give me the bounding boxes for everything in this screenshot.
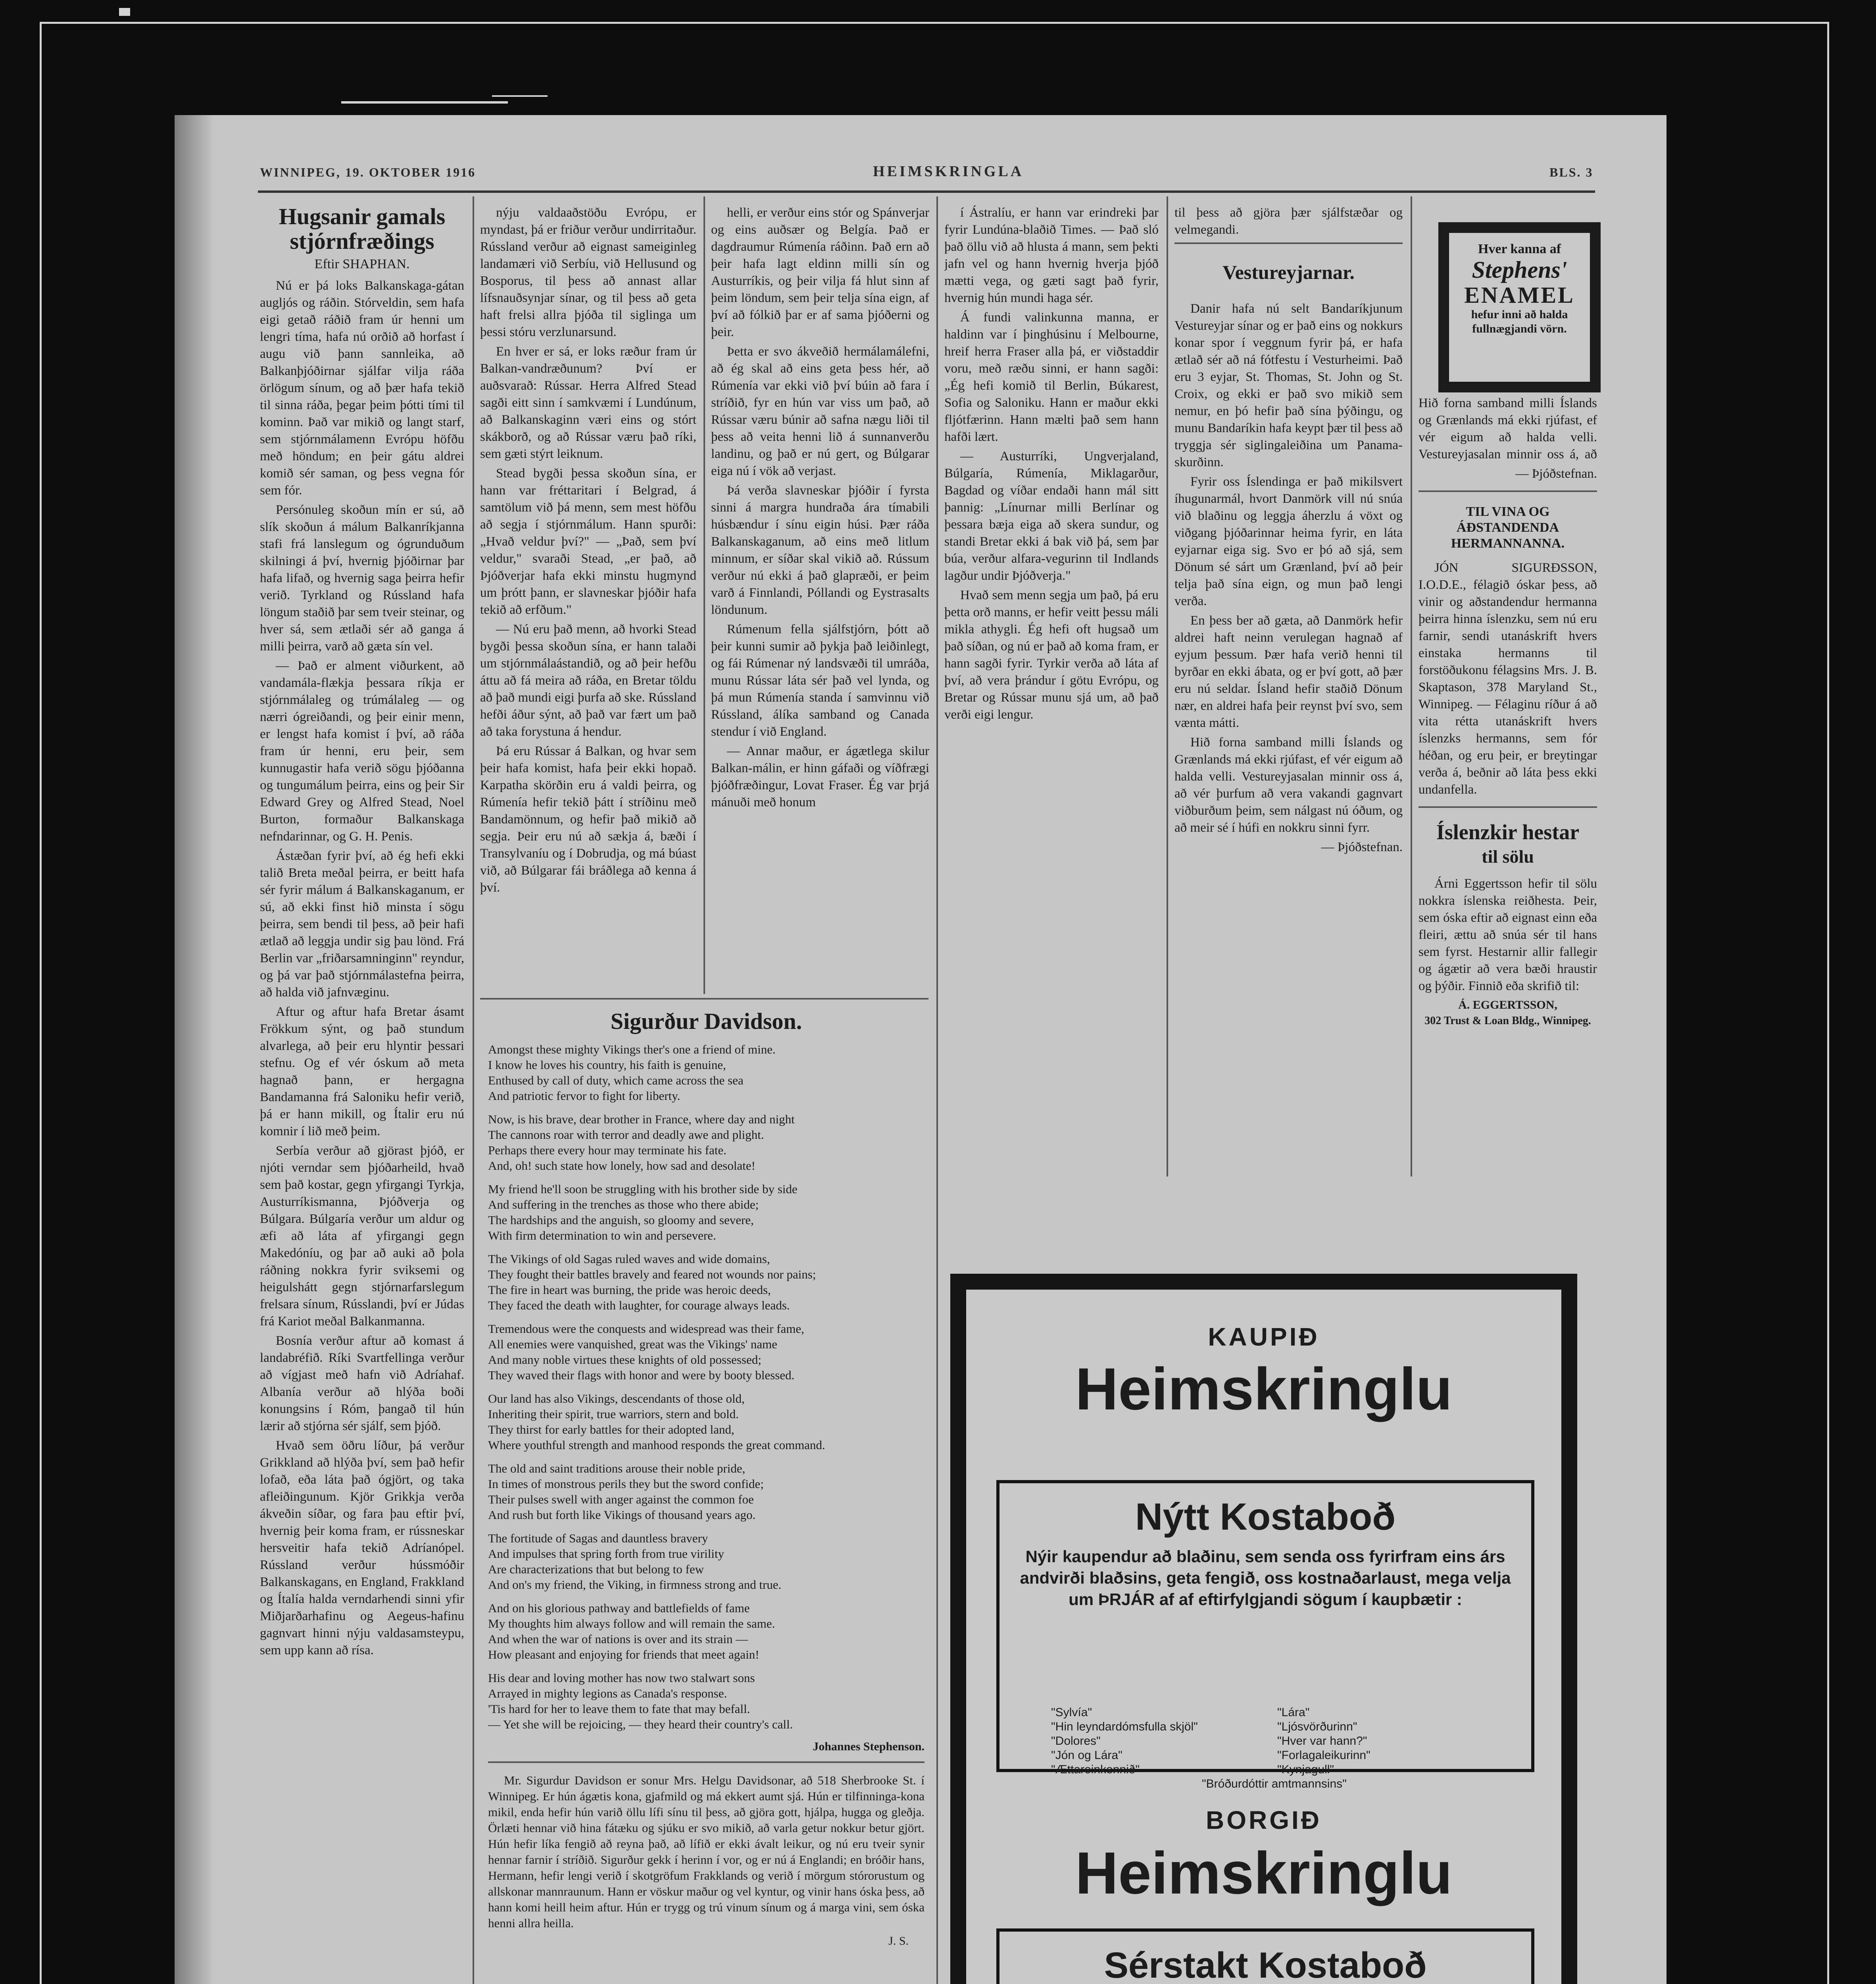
book-title: "Sylvía"	[1051, 1706, 1092, 1719]
book-title: "Forlagaleikurinn"	[1277, 1749, 1370, 1762]
paragraph: Aftur og aftur hafa Bretar ásamt Frökkum sýnt, og það stundum alvarlega, að þeir eru hlyntir þessari stefnu. Og ef vér óskum að meta hagnað þann, er hergagna Bandamanna frá Saloniku hefir verið, þá er hann mikill, og Ítalir eru nú komnir í lið með þeim.	[260, 1005, 464, 1138]
paragraph: Þá eru Rússar á Balkan, og hvar sem þeir hafa komist, hafa þeir ekki hopað. Karpatha skörðin eru á valdi þeirra, og Rúmenía hefir tekið þátt í stríðinu með Bandamönnum, og hefir það mikið að segja. Þeir eru nú að sækja á, bæði í Transylvaníu og í Dobrudja, og má búast við, að Búlgarar fái bráðlega að kenna á því.	[480, 744, 696, 895]
paragraph: — Annar maður, er ágætlega skilur Balkan-málin, er hinn gáfaði og víðfrægi þjóðfræðingur, Lovat Fraser. Ég var þrjá mánuði með honum	[711, 744, 929, 809]
poem-line: And suffering in the trenches as those who there abide;	[488, 1198, 759, 1211]
header-rule	[258, 190, 1595, 193]
newspaper-page	[175, 115, 1666, 1984]
poem-line: And impulses that spring forth from true virility	[488, 1547, 724, 1561]
horses-ad-text: Árni Eggertsson hefir til sölu nokkra íslenska reiðhesta. Þeir, sem óska eftir að eignast einn eða fleiri, ættu að snúa sér til hans sem fyrst. Hestarnir allir fallegir og ágætir að vera bæði hraustir og þýðir. Finnið eða skrifið til:	[1419, 877, 1597, 993]
article-continued-col4	[944, 204, 1159, 1177]
poem-line: — Yet she will be rejoicing, — they heard their country's call.	[488, 1717, 793, 1731]
paragraph: Þá verða slavneskar þjóðir í fyrsta sinni á margra hundraða ára tímabili húsbændur í sínu eigin húsi. Þær ráða Balkanskaganum, að eins með litlum minnum, er síðar skal vikið að. Rússum verður nú ekki á það glapræði, er þeim varð á Finnlandi, Póllandi og Eystrasalts löndunum.	[711, 483, 929, 617]
horses-ad-address: 302 Trust & Loan Bldg., Winnipeg.	[1424, 1015, 1591, 1027]
film-scratch-mark	[492, 95, 548, 97]
paragraph: Hið forna samband milli Íslands og Grænlands má ekki rjúfast, ef vér eigum að halda velli. Vestureyjasalan minnir oss á, að vér þurfum að vera vakandi gagnvart viðburðum þeim, sem nálgast nú óðum, og að meir sé í húfi en nokkru sinni fyrr.	[1174, 735, 1403, 835]
paragraph: Rúmenum fella sjálfstjórn, þótt að þeir kunni sumir að þykja það leiðinlegt, og fái Rúmenar ný landsvæði til umráða, munu Rússar láta sér það vel lynda, og þá mun Rúmenía standa í samvinnu við Rússland, álíka samband og Canada stendur í við England.	[711, 622, 929, 739]
poem-line: My friend he'll soon be struggling with his brother side by side	[488, 1182, 798, 1196]
article-title: Hugsanir gamals	[279, 204, 446, 229]
poem-line: They thirst for early battles for their adopted land,	[488, 1423, 734, 1436]
film-notch	[119, 8, 130, 16]
poem-line: Inheriting their spirit, true warriors, stern and bold.	[488, 1407, 739, 1421]
ad-brand: Stephens'	[1472, 257, 1567, 283]
ad-text: Hver kanna af	[1478, 242, 1561, 256]
ad-text: fullnægjandi vörn.	[1472, 322, 1567, 335]
poem-stanza	[488, 1181, 925, 1243]
poem-line: The fire in heart was burning, the pride was heroic deeds,	[488, 1283, 771, 1297]
article-continued-col3	[711, 204, 929, 994]
poem-line: The cannons roar with terror and deadly awe and plight.	[488, 1128, 764, 1142]
paragraph: nýju valdaaðstöðu Evrópu, er myndast, þá er friður verður undirritaður. Rússland verður að eignast sameiginleg landamæri við Serbíu, við Hellusund og Bosporus, til þess að annast allar lífsnauðsynjar sínar, og til þess að geta haft frelsi allra þjóða til siglinga um þessi stóru verzlunarsund.	[480, 206, 696, 339]
notice-title: HERMANNANNA.	[1451, 536, 1565, 551]
poem-line: Are characterizations that but belong to few	[488, 1562, 704, 1576]
film-scratch-mark	[341, 101, 508, 104]
column-rule	[1411, 196, 1412, 1177]
poem-line: And on his glorious pathway and battlefields of fame	[488, 1601, 750, 1615]
note-initials: J. S.	[888, 1934, 909, 1947]
poem-line: His dear and loving mother has now two stalwart sons	[488, 1671, 755, 1685]
paragraph: Persónuleg skoðun mín er sú, að slík skoðun á málum Balkanríkjanna stafi frá lanslegum og ógrunduðum skilningi á því, hvernig þjóðirnar þar hafa lifað, og hvernig saga þeirra hefir verið. Tyrkland og Rússland hafa löngum staðið þar sem tveir steinar, og hver sá, sem ætlaði sér að ganga á milli þeirra, varð að gæta sín vel.	[260, 503, 464, 654]
poem-line: I know he loves his country, his faith is genuine,	[488, 1058, 726, 1072]
paragraph: til þess að gjöra þær sjálfstæðar og velmegandi.	[1174, 206, 1403, 237]
article-title: Vestureyjarnar.	[1222, 261, 1355, 283]
poem-line: The fortitude of Sagas and dauntless bravery	[488, 1531, 708, 1545]
paragraph: í Ástralíu, er hann var erindreki þar fyrir Lundúna-blaðið Times. — Það sló það öllu við að hlusta á mann, sem þekti jafn vel og hann hvernig hverja þjóð mætti vega, og gæti sagt það fyrir, hvernig hún mundi haga sér.	[944, 206, 1159, 305]
paragraph: Danir hafa nú selt Bandaríkjunum Vestureyjar sínar og er það eins og nokkurs konar spor í veggnum fyrir þá, er hafa ætlað sér að ná fótfestu í Vesturheimi. Það eru 3 eyjar, St. Thomas, St. John og St. Croix, og ekki er það svo mikið sem nemur, en þó hefir það sína þýðingu, og munu Bandaríkin hafa keypt þær til þess að tryggja sér siglingaleiðina um Panama-skurðinn.	[1174, 302, 1403, 469]
poem-stanza	[488, 1670, 925, 1732]
poem-line: How pleasant and enjoying for friends that meet again!	[488, 1648, 759, 1661]
ad-heimskringlu: Heimskringlu	[1075, 1840, 1453, 1906]
horses-ad-subtitle: til sölu	[1482, 846, 1534, 867]
offer-box-new	[996, 1480, 1534, 1790]
article-vestureyjarnar	[1174, 204, 1403, 1177]
paragraph: Hið forna samband milli Íslands og Grænlands má ekki rjúfast, ef vér eigum að halda velli. Vestureyjasalan minnir oss á, að	[1419, 396, 1597, 461]
article-continued-col2	[480, 204, 696, 994]
poem-title: Sigurður Davidson.	[610, 1008, 802, 1034]
section-rule	[480, 998, 928, 1000]
section-rule	[1419, 806, 1597, 808]
paragraph: helli, er verður eins stór og Spánverjar og eins auðsær og Belgía. Það er dagdraumur Rúmenía ráðinn. Það ern að þeir hafa lagt eldinn milli sín og Austurríkis, og þeir vilja fá hlut sinn af þeim löndum, sem þeir telja sína eign, af því að fólkið þar er af sama þjóðerni og þeir.	[711, 206, 929, 339]
offer-title: Sérstakt Kostaboð	[1104, 1945, 1427, 1984]
column-rule	[704, 196, 705, 994]
heimskringla-subscription-ad	[950, 1274, 1577, 1984]
notice-title: TIL VINA OG ÁÐSTANDENDA	[1456, 504, 1559, 535]
offer-title: Nýtt Kostaboð	[1135, 1496, 1395, 1538]
paragraph: — Þjóðstefnan.	[1515, 467, 1597, 481]
article-hugsanir	[260, 204, 464, 1984]
book-title: "Hin leyndardómsfulla skjöl"	[1051, 1720, 1198, 1733]
poem-stanza	[488, 1461, 925, 1523]
page-shadow	[175, 115, 214, 1984]
poem-stanza	[488, 1321, 925, 1383]
poem-line: Now, is his brave, dear brother in France, where day and night	[488, 1112, 795, 1126]
poem-stanza	[488, 1391, 925, 1453]
poem-stanza	[488, 1600, 925, 1662]
paragraph: — Þjóðstefnan.	[1321, 840, 1403, 854]
poem-line: In times of monstrous perils they but the sword confide;	[488, 1477, 764, 1491]
poem-line: Perhaps there every hour may terminate his fate.	[488, 1143, 727, 1157]
poem-line: Our land has also Vikings, descendants of those old,	[488, 1392, 745, 1405]
ad-heimskringlu: Heimskringlu	[1075, 1355, 1453, 1422]
header-paper-name: HEIMSKRINGLA	[873, 163, 1024, 180]
paragraph: Serbía verður að gjörast þjóð, er njóti verndar sem þjóðarheild, hvað sem það kostar, gegn yfirgangi Tyrkja, Austurríkismanna, Þjóðverja og Búlgara. Búlgaría verður um aldur og æfi að láta af yfirgangi gegn Makedóníu, og þar að auki að þola ráðning nokkra fyrir sviksemi og heigulshátt gegn stjórnarfarslegum frelsara sínum, Rússlandi, því er Júdas frá Kariot meðal Balkanmanna.	[260, 1144, 464, 1328]
poem-line: Arrayed in mighty legions as Canada's response.	[488, 1686, 727, 1700]
paragraph: Stead bygði þessa skoðun sína, er hann var fréttaritari í Belgrad, á samtölum við þá menn, sem mest höfðu að segja í stjórnmálum. Hann spurði: „Hvað veldur því?" — „Það, sem því veldur," svaraði Stead, „er það, að Þjóðverjar hafa ekki minstu hugmynd um þrótt þann, er slavneskar þjóðir hafa tekið að erfðum."	[480, 466, 696, 617]
offer-box-special	[996, 1928, 1534, 1984]
paragraph: Ástæðan fyrir því, að ég hefi ekki talið Breta meðal þeirra, er beitt hafa sér fyrir málum á Balkanskaganum, er sú, að ekki finst hið minsta í sögu þeirra, sem bendi til þess, að þeir hafi ætlað að leggja undir sig þau lönd. Frá Berlin var „friðarsamninginn" reyndur, og þá var það stjórnmálastefna þeirra, að halda við jafnvæginu.	[260, 849, 464, 1000]
paragraph: En hver er sá, er loks ræður fram úr Balkan-vandræðunum? Því er auðsvarað: Rússar. Herra Alfred Stead sagði eitt sinn í samkvæmi í Lundúnum, að Balkanskaginn væri eins og stórt skákborð, og að Rússar væru það ríki, sem gæti stýrt leiknum.	[480, 344, 696, 461]
ad-text: hefur inni að halda	[1471, 308, 1568, 321]
paragraph: Hvað sem menn segja um það, þá eru þetta orð manns, er hefir veitt þessu máli mikla athygli. Ég hefi oft hugsað um það síðan, og nú er það að koma fram, er hann sagði fyrir. Tyrkir verða að láta af því, að vera þrándur í götu Evrópu, og Bretar og Rússar munu sjá um, að það verði eigi lengur.	[944, 588, 1159, 722]
book-title: "Bróðurdóttir amtmannsins"	[1202, 1777, 1347, 1790]
paragraph: — Það er alment viðurkent, að vandamála-flækja þessara ríkja er stjórnmálaleg og trúmálaleg — og nærri ógreiðandi, og þeir einir menn, er lengst hafa komist í því, að ráða fram úr henni, eru þeir, sem kunnugastir hafa verið sögu þjóðanna og tungumálum þeirra, eins og þeir Sir Edward Grey og Alfred Stead, Noel Burton, formaður Balkanskaga nefndarinnar, og G. H. Penis.	[260, 659, 464, 844]
column-rule	[473, 196, 474, 1984]
paragraph: Nú er þá loks Balkanskaga-gátan augljós og ráðin. Stórveldin, sem hafa eigi getað ráðið fram úr henni um lengri tíma, hafa nú orðið að horfast í augu við þann sannleika, að Balkanþjóðirnar sjálfar vilja ráða örlögum sínum, og að þær hafa tekið til sinna ráða, þegar þeim þótti tími til kominn. Það var mikið og langt starf, sem stjórnmálamenn Evrópu höfðu með höndum; en þeir gátu aldrei komið sér saman, og þess vegna fór sem fór.	[260, 279, 464, 498]
article-title: stjórnfræðings	[290, 228, 434, 254]
poem-line: And rush but forth like Vikings of thousand years ago.	[488, 1508, 756, 1522]
section-rule	[1419, 490, 1597, 492]
poem-stanza	[488, 1042, 925, 1104]
poem-line: All enemies were vanquished, great was the Vikings' name	[488, 1337, 777, 1351]
poem-stanza	[488, 1111, 925, 1173]
poem-line: Where youthful strength and manhood responds the great command.	[488, 1438, 825, 1452]
poem-line: They faced the death with laughter, for courage always leads.	[488, 1298, 790, 1312]
paragraph: Hvað sem öðru líður, þá verður Grikkland að hlýða því, sem það hefir lofað, eða láta það ógjört, og taka afleiðingunum. Kjör Grikkja verða ákveðin síðar, og fara þau eftir því, hvernig þeir koma fram, er rússneskar hersveitir hafa tekið Adríanópel. Rússland verður hússmóðir Balkanskagans, en England, Frakkland og Ítalía halda verndarhendi sinni yfir Miðjarðarhafinu og Aegeus-hafinu gagnvart hinni nýju valdasamsteypu, sem upp kann að rísa.	[260, 1438, 464, 1657]
ad-kaupid: KAUPIÐ	[1208, 1323, 1320, 1351]
section-rule	[488, 1761, 925, 1763]
poem-line: Their pulses swell with anger against the common foe	[488, 1492, 754, 1506]
enamel-ad	[1438, 222, 1601, 392]
poem-line: The old and saint traditions arouse their noble pride,	[488, 1461, 746, 1475]
poem-line: They fought their battles bravely and feared not wounds nor pains;	[488, 1267, 816, 1281]
poem-line: 'Tis hard for her to leave them to fate that may befall.	[488, 1702, 750, 1716]
ad-borgid: BORGIÐ	[1206, 1806, 1322, 1834]
section-rule	[1174, 242, 1403, 244]
book-title: "Lára"	[1277, 1706, 1310, 1719]
horses-ad-name: Á. EGGERTSSON,	[1458, 998, 1557, 1011]
ad-inner-panel	[966, 1290, 1561, 1984]
horses-ad-title: Íslenzkir hestar	[1436, 820, 1580, 844]
book-title: "Kynjagull"	[1277, 1763, 1334, 1776]
poem-note: Mr. Sigurdur Davidson er sonur Mrs. Helgu Davidsonar, að 518 Sherbrooke St. í Winnipeg. Er hún ágætis kona, gjafmild og má ekkert aumt sjá. Hún er tilfinninga-kona mikil, enda hefir hún varið öllu lífi sínu til þess, að gjöra gott, hjálpa, hugga og gleðja. Örlæti hennar við hina fátæku og sjúku er svo mikið, að varla getur nokkur betur gjört. Hún hefir líka fengið að reyna það, að lífið er ekki ávalt leikur, og nú eru tveir synir hennar farnir í stríðið. Sigurður gekk í herinn í vor, og er nú á Englandi; en bróðir hans, Hermann, hefir lengi verið í skotgröfum Frakklands og verið í mörgum stórorustum og allskonar mannraunum. Hann er vöskur maður og vel kyntur, og vinir hans óska þess, að hann komi heill heim aftur. Hún er trygg og trú vinum sínum og á marga vini, sem óska henni allra heilla.	[488, 1773, 925, 1930]
poem-line: And on's my friend, the Viking, in firmness strong and true.	[488, 1578, 782, 1592]
paragraph: Á fundi valinkunna manna, er haldinn var í þinghúsinu í Melbourne, hreif herra Fraser alla þá, er viðstaddir voru, með ræðu sinni, er hann sagði: „Ég hefi komið til Berlin, Búkarest, Sofia og Saloniku. Hann er maður ekki fljótfærinn. Hann mælti það sem hann hafði lært.	[944, 310, 1159, 444]
book-title: "Dolores"	[1051, 1734, 1101, 1748]
paragraph: Fyrir oss Íslendinga er það mikilsvert íhugunarmál, hvort Danmörk vill nú snúa við blaðinu og leggja áherzlu á vöxt og viðgang þjóðarinnar heima fyrir, en láta eyjarnar eiga sig. Svo er þó að sjá, sem Dönum sé sárt um Grænland, því að þeir telja það sína eign, og mun það lengi verða.	[1174, 475, 1403, 608]
poem-line: My thoughts him always follow and will remain the same.	[488, 1617, 775, 1630]
poem-line: And patriotic fervor to fight for liberty.	[488, 1089, 680, 1103]
book-title: "Jón og Lára"	[1051, 1749, 1123, 1762]
offer-text: Nýir kaupendur að blaðinu, sem senda oss fyrirfram eins árs andvirði blaðsins, geta fengið, oss kostnaðarlaust, mega velja um ÞRJÁR af af eftirfylgjandi sögum í kaupbætir :	[1020, 1547, 1511, 1609]
book-title: "Ljósvörðurinn"	[1277, 1720, 1357, 1733]
poem-line: And, oh! such state how lonely, how sad and desolate!	[488, 1159, 755, 1173]
poem-line: Amongst these mighty Vikings ther's one a friend of mine.	[488, 1042, 776, 1056]
poem-author: Johannes Stephenson.	[813, 1740, 925, 1753]
poem-line: And many noble virtues these knights of old possessed;	[488, 1353, 761, 1367]
poem-line: With firm determination to win and persevere.	[488, 1228, 716, 1242]
poem-line: The Vikings of old Sagas ruled waves and wide domains,	[488, 1252, 770, 1266]
paragraph: En þess ber að gæta, að Danmörk hefir aldrei haft neinn verulegan hagnað af eyjum þessum. Þær hafa verið henni til byrðar en ekki ábata, og er því gott, að þær eru nú seldar. Ísland hefir staðið Dönum nær, en aldrei hafa þeir reynst því svo, sem vænta mátti.	[1174, 613, 1403, 730]
paragraph: — Nú eru það menn, að hvorki Stead bygði þessa skoðun sína, er hann talaði um stjórnmálaástandið, og að þeir hefðu áttu að fá meira að ráða, en Bretar töldu að það mundi eigi þurfa að ske. Rússland hefði áður sýnt, að það var fært um það að taka forystuna á hendur.	[480, 622, 696, 739]
right-column	[1419, 395, 1597, 1177]
poem-line: And when the war of nations is over and its strain —	[488, 1632, 748, 1646]
paragraph: — Austurríki, Ungverjaland, Búlgaría, Rúmenía, Miklagarður, Bagdad og víðar endaði hann mál sitt þannig: „Línurnar milli Berlínar og þessara bæja eiga að skera sundur, og standi Bretar ekki á bak við þá, sem þar búa, verður alfara-vegurinn til Indlands lagður undir Þjóðverja."	[944, 449, 1159, 583]
paragraph: Bosnía verður aftur að komast á landabréfið. Ríki Svartfellinga verður að vígjast með hafn við Adríahaf. Albanía verður að hlýða boði konungsins í Róm, þangað til hún lærir að stjórna sér sjálf, sem þjóð.	[260, 1334, 464, 1433]
poem-line: The hardships and the anguish, so gloomy and severe,	[488, 1213, 754, 1227]
poem-stanza	[488, 1530, 925, 1592]
poem-stanza	[488, 1251, 925, 1313]
poem-line: Enthused by call of duty, which came across the sea	[488, 1073, 744, 1087]
book-title: "Ættareinkennið"	[1051, 1763, 1140, 1776]
column-rule	[936, 196, 938, 1984]
article-byline: Eftir SHAPHAN.	[314, 257, 410, 271]
header-page-number: BLS. 3	[1549, 165, 1593, 179]
header-date: WINNIPEG, 19. OKTOBER 1916	[260, 165, 476, 179]
enamel-ad-inner	[1448, 232, 1591, 383]
paragraph: Þetta er svo ákveðið hermálamálefni, að ég skal að eins geta þess hér, að Rúmenía var ekki við því búin að fara í stríðið, fyr en hún var viss um það, að Rússar væru búnir að safna nægu liði til þess að veita henni lið á sunnanverðu landinu, og það er nú gert, og Búlgarar eiga nú í vök að verjast.	[711, 344, 929, 478]
poem-section	[488, 1008, 925, 1984]
column-rule	[1167, 196, 1168, 1177]
notice-text: JÓN SIGURÐSSON, I.O.D.E., félagið óskar þess, að vinir og aðstandendur hermanna þeirra hinna íslenzku, sem nú eru farnir, sendi utanáskrift hvers einstaka hermanns til forstöðukonu félagsins Mrs. J. B. Skaptason, 378 Maryland St., Winnipeg. — Félaginu ríður á að vita rétta utanáskrift hvers íslenzks hermanns, sem fór héðan, og eru þeir, er breytingar verða á, beðnir að láta þess ekki undanfella.	[1419, 561, 1597, 797]
poem-line: They waved their flags with honor and were by booty blessed.	[488, 1368, 795, 1382]
book-title: "Hver var hann?"	[1277, 1734, 1367, 1748]
ad-product: ENAMEL	[1464, 282, 1575, 308]
poem-line: Tremendous were the conquests and widespread was their fame,	[488, 1322, 804, 1336]
